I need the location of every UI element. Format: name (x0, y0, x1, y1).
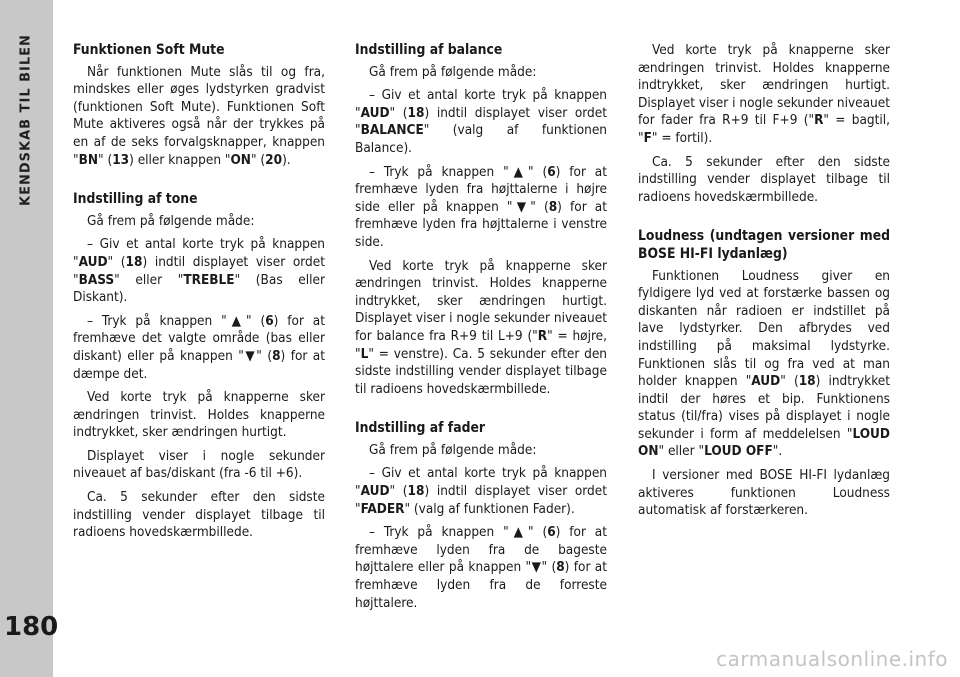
heading-balance: Indstilling af balance (355, 42, 503, 58)
paragraph: – Tryk på knappen "▲" (6) for at fremhæve det valgte område (bas eller diskant) eller på knappen "▼" (8) for at dæmpe det. (73, 312, 326, 382)
paragraph: Når funktionen Mute slås til og fra, mindskes eller øges lydstyrken gradvist (funktionen Soft Mute). Funktionen Soft Mute aktiveres også når der trykkes på en af de seks forvalgsknapper, knappen "BN" (13) eller knappen "ON" (20). (73, 63, 325, 168)
paragraph: Displayet viser i nogle sekunder niveauet af bas/diskant (fra -6 til +6). (73, 447, 325, 482)
chapter-sidebar (0, 0, 59, 677)
paragraph: Ved korte tryk på knapperne sker ændringen trinvist. Holdes knapperne indtrykket, sker ændringen hurtigt. Displayet viser i nogle sekunder niveauet for fader fra R+9 til F+9 ("R" = bagtil, "F" = fortil). (638, 42, 890, 146)
paragraph: – Giv et antal korte tryk på knappen "AUD" (18) indtil displayet viser ordet "BALANCE" (valg af funktionen Balance). (355, 87, 607, 156)
column-3 (638, 42, 890, 526)
column-1 (73, 42, 325, 548)
page-number: 180 (4, 612, 59, 642)
paragraph: I versioner med BOSE HI-FI lydanlæg aktiveres funktionen Loudness automatisk af forstærkeren. (638, 467, 890, 519)
heading-fader: Indstilling af fader (355, 420, 485, 437)
column-2 (355, 42, 607, 618)
paragraph: – Tryk på knappen "▲" (6) for at fremhæve lyden fra de bageste højttalere eller på knappen "▼" (8) for at fremhæve lyden fra de forreste højttalere. (355, 524, 608, 611)
paragraph: – Giv et antal korte tryk på knappen "AUD" (18) indtil displayet viser ordet "BASS" eller "TREBLE" (Bas eller Diskant). (73, 236, 325, 306)
paragraph: – Tryk på knappen "▲" (6) for at fremhæve lyden fra højttalerne i højre side eller på knappen "▼" (8) for at fremhæve lyden fra højttalerne i venstre side. (355, 163, 608, 250)
paragraph: Gå frem på følgende måde: (87, 212, 255, 229)
paragraph: – Giv et antal korte tryk på knappen "AUD" (18) indtil displayet viser ordet "FADER" (valg af funktionen Fader). (355, 465, 607, 517)
paragraph: Ved korte tryk på knapperne sker ændringen trinvist. Holdes knapperne indtrykket, sker ændringen hurtigt. Displayet viser i nogle sekunder niveauet for balance fra R+9 til L+9 ("R" = højre, "L" = venstre). Ca. 5 sekunder efter den sidste indstilling vender displayet tilbage til radioens hovedskærmbillede. (355, 257, 607, 397)
paragraph: Ca. 5 sekunder efter den sidste indstilling vender displayet tilbage til radioens hovedskærmbillede. (638, 153, 890, 205)
heading-tone: Indstilling af tone (73, 191, 198, 208)
heading-soft-mute: Funktionen Soft Mute (73, 42, 225, 58)
paragraph: Funktionen Loudness giver en fyldigere lyd ved at forstærke bassen og diskanten når radioen er indstillet på lave lydstyrker. Den afbrydes ved indstilling på maksimal lydstyrke. Funktionen slås til og fra ved at man holder knappen "AUD" (18) indtrykket indtil der høres et bip. Funktionens status (til/fra) vises på displayet i nogle sekunder i form af meddelelsen "LOUD ON" eller "LOUD OFF". (638, 267, 890, 460)
chapter-label: KENDSKAB TIL BILEN (18, 34, 34, 206)
watermark: carmanualsonline.info (716, 647, 948, 671)
heading-loudness: Loudness (undtagen versioner med BOSE HI-FI lydanlæg) (638, 228, 890, 262)
paragraph: Gå frem på følgende måde: (369, 441, 537, 458)
paragraph: Ca. 5 sekunder efter den sidste indstilling vender displayet tilbage til radioens hovedskærmbillede. (73, 489, 325, 541)
paragraph: Gå frem på følgende måde: (369, 63, 537, 80)
paragraph: Ved korte tryk på knapperne sker ændringen trinvist. Holdes knapperne indtrykket, sker ændringen hurtigt. (73, 389, 325, 441)
